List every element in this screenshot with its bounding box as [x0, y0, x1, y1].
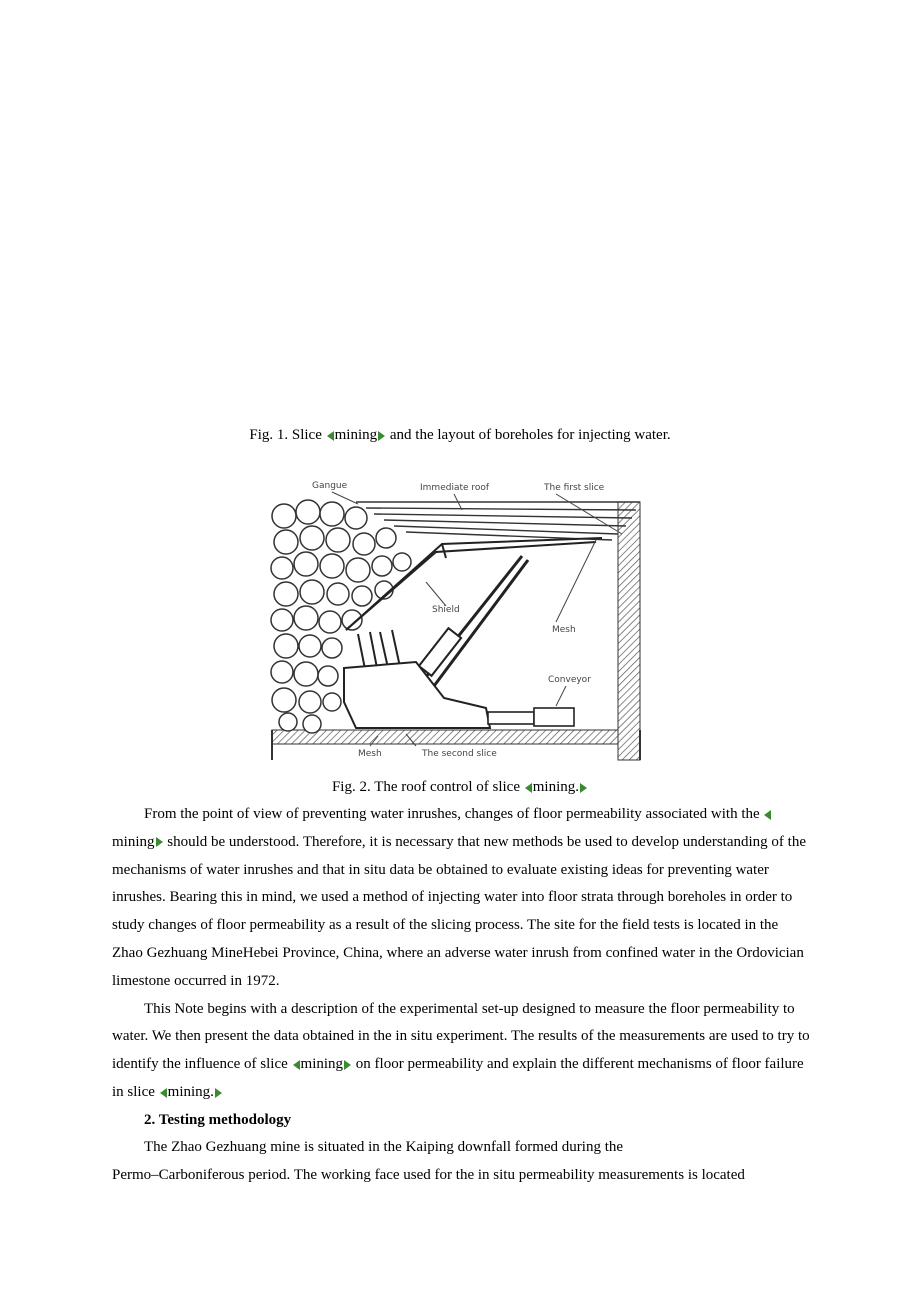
paragraph-2: [112, 996, 812, 1107]
edit-marker-right-icon: [344, 1060, 351, 1070]
fig2-caption: [0, 777, 920, 797]
paragraph-3-line-1: The Zhao Gezhuang mine is situated in the Kaiping downfall formed during the: [144, 1139, 624, 1155]
label-gangue: Gangue: [312, 481, 348, 491]
edit-marker-right-icon: [215, 1088, 222, 1098]
para1-text-b: should be understood. Therefore, it is necessary that new methods be used to develop understanding of the mechanisms of water inrushes and that in situ data be obtained to evaluate existing ideas for preventing water inrushes. Bearing this in mind, we used a method of injecting water into floor strata through boreholes in order to study changes of floor permeability as a result of the slicing process. The site for the field tests is located in the Zhao Gezhuang MineHebei Province, China, where an adverse water inrush from confined water in the Ordovician limestone occurred in 1972.: [112, 833, 806, 989]
edit-marker-left-icon: [327, 431, 334, 441]
edit-marker-right-icon: [156, 837, 163, 847]
body-text-2: [112, 1134, 812, 1190]
conveyor: [488, 708, 574, 726]
fig2-caption-word: mining.: [532, 779, 580, 795]
floor-hatch: [272, 730, 618, 744]
label-mesh-bottom: Mesh: [358, 749, 382, 759]
paragraph-3-line-2: Permo–Carboniferous period. The working face used for the in situ permeability measurements is located: [112, 1166, 745, 1183]
edit-marker-left-icon: [160, 1088, 167, 1098]
para2-word-b: mining.: [167, 1083, 214, 1100]
label-mesh-right: Mesh: [552, 625, 576, 635]
label-immediate-roof: Immediate roof: [420, 483, 490, 493]
edit-marker-right-icon: [580, 783, 587, 793]
edit-marker-left-icon: [293, 1060, 300, 1070]
para2-word-a: mining: [300, 1056, 344, 1073]
para1-text-a: From the point of view of preventing water inrushes, changes of floor permeability associated with the: [144, 806, 764, 822]
fig1-caption-post: and the layout of boreholes for injecting water.: [386, 427, 671, 443]
label-conveyor: Conveyor: [548, 675, 591, 685]
edit-marker-left-icon: [764, 810, 771, 820]
para2-text-b: on floor permeability and explain the different mechanisms of floor failure in slice: [112, 1056, 804, 1100]
label-shield: Shield: [432, 605, 460, 615]
label-first-slice: The first slice: [544, 483, 605, 493]
fig1-caption-pre: Fig. 1. Slice: [249, 427, 326, 443]
fig2-caption-pre: Fig. 2. The roof control of slice: [331, 779, 524, 795]
edit-marker-right-icon: [378, 431, 385, 441]
label-second-slice: The second slice: [422, 749, 497, 759]
fig1-caption-word: mining: [334, 427, 378, 443]
right-wall-hatch: [618, 502, 640, 760]
edit-marker-left-icon: [525, 783, 532, 793]
paragraph-1: [112, 801, 812, 996]
body-text: [112, 801, 812, 1107]
fig1-caption: [0, 425, 920, 445]
fig2-diagram: [266, 472, 650, 764]
para2-text-a: This Note begins with a description of the experimental set-up designed to measure the floor permeability to water. We then present the data obtained in the in situ experiment. The results of the measurements are used to try to identify the influence of slice: [112, 1000, 810, 1073]
roof-layers: [356, 502, 640, 540]
para1-word: mining: [112, 833, 155, 850]
section-heading: 2. Testing methodology: [144, 1112, 292, 1128]
